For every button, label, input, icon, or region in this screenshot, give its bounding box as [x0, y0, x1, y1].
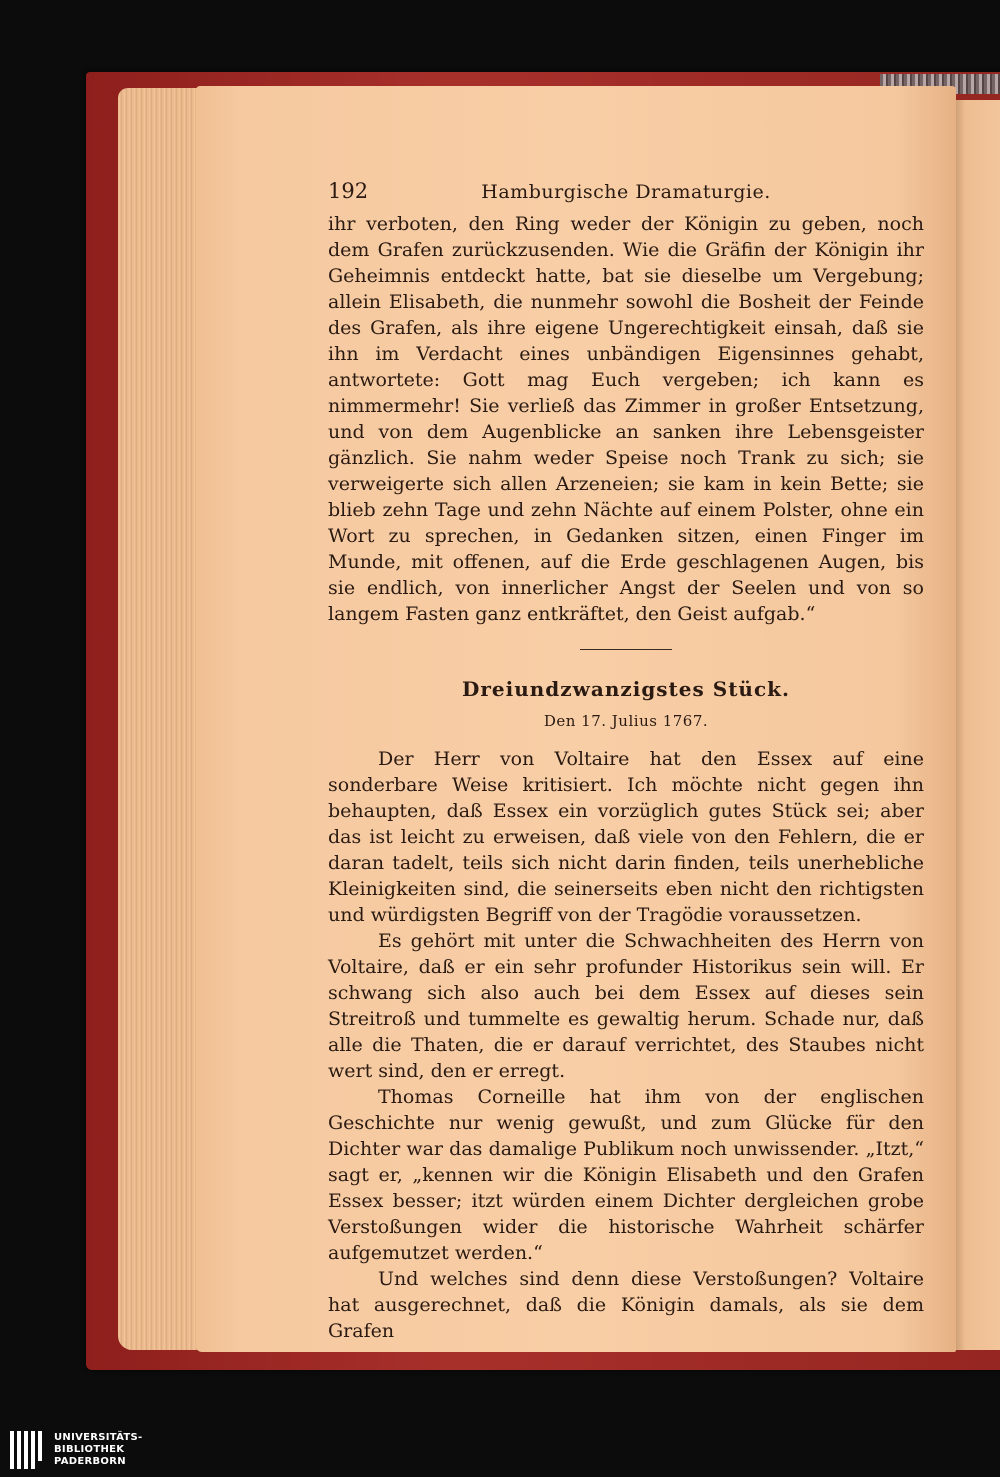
- library-logo: [8, 1426, 168, 1474]
- paragraph-3: Es gehört mit unter die Schwachheiten des Herrn von Voltaire, daß er ein sehr profunder Historikus sein will. Er schwang sich also auch bei dem Essex auf dieses sein Streitroß und tummelte es gewaltig herum. Schade nur, daß alle die Thaten, die er darauf verrichtet, des Staubes nicht wert sind, den er erregt.: [328, 930, 924, 1082]
- logo-line-2: BIBLIOTHEK: [54, 1444, 125, 1455]
- page-number: 192: [328, 179, 369, 203]
- logo-line-1: UNIVERSITÄTS-: [54, 1432, 143, 1443]
- running-head: Hamburgische Dramaturgie.: [481, 181, 771, 203]
- page-text: [328, 178, 924, 1344]
- paragraph-1: ihr verboten, den Ring weder der Königin zu geben, noch dem Grafen zurückzusenden. Wie die Gräfin der Königin ihr Geheimnis entdeckt hatte, bat sie dieselbe um Vergebung; allein Elisabeth, die nunmehr sowohl die Bosheit der Feinde des Grafen, als ihre eigene Ungerechtigkeit einsah, daß sie ihn im Verdacht eines unbändigen Eigensinnes gehabt, antwortete: Gott mag Euch vergeben; ich kann es nimmermehr! Sie verließ das Zimmer in großer Entsetzung, und von dem Augenblicke an sanken ihre Lebensgeister gänzlich. Sie nahm weder Speise noch Trank zu sich; sie verweigerte sich allen Arzeneien; sie kam in kein Bette; sie blieb zehn Tage und zehn Nächte auf einem Polster, ohne ein Wort zu sprechen, in Gedanken sitzen, einen Finger im Munde, mit offenen, auf die Erde geschlagenen Augen, bis sie endlich, von innerlicher Angst der Seelen und von so langem Fasten ganz entkräftet, den Geist aufgab.“: [328, 213, 924, 625]
- facing-page-edge: [954, 100, 1000, 1350]
- paragraph-2: Der Herr von Voltaire hat den Essex auf eine sonderbare Weise kritisiert. Ich möchte nicht gegen ihn behaupten, daß Essex ein vorzüglich gutes Stück sei; aber das ist leicht zu erweisen, daß viele von den Fehlern, die er daran tadelt, teils sich nicht darin finden, teils unerhebliche Kleinigkeiten sind, die seinerseits eben nicht den richtigsten und würdigsten Begriff von der Tragödie voraussetzen.: [328, 748, 924, 926]
- paragraph-5: Und welches sind denn diese Verstoßungen? Voltaire hat ausgerechnet, daß die Königin damals, als sie dem Grafen: [328, 1268, 924, 1342]
- paragraph-4: Thomas Corneille hat ihm von der englischen Geschichte nur wenig gewußt, und zum Glücke für den Dichter war das damalige Publikum noch unwissender. „Itzt,“ sagt er, „kennen wir die Königin Elisabeth und den Grafen Essex besser; itzt würden einem Dichter dergleichen grobe Verstoßungen wider die historische Wahrheit schärfer aufgemutzet werden.“: [328, 1086, 924, 1264]
- section-title: Dreiundzwanzigstes Stück.: [462, 677, 790, 701]
- dateline: Den 17. Julius 1767.: [543, 712, 709, 730]
- library-logo-text: [54, 1432, 143, 1468]
- library-logo-icon: [8, 1427, 48, 1473]
- logo-line-3: PADERBORN: [54, 1456, 126, 1467]
- section-divider: [580, 649, 672, 650]
- page-header: [328, 178, 924, 205]
